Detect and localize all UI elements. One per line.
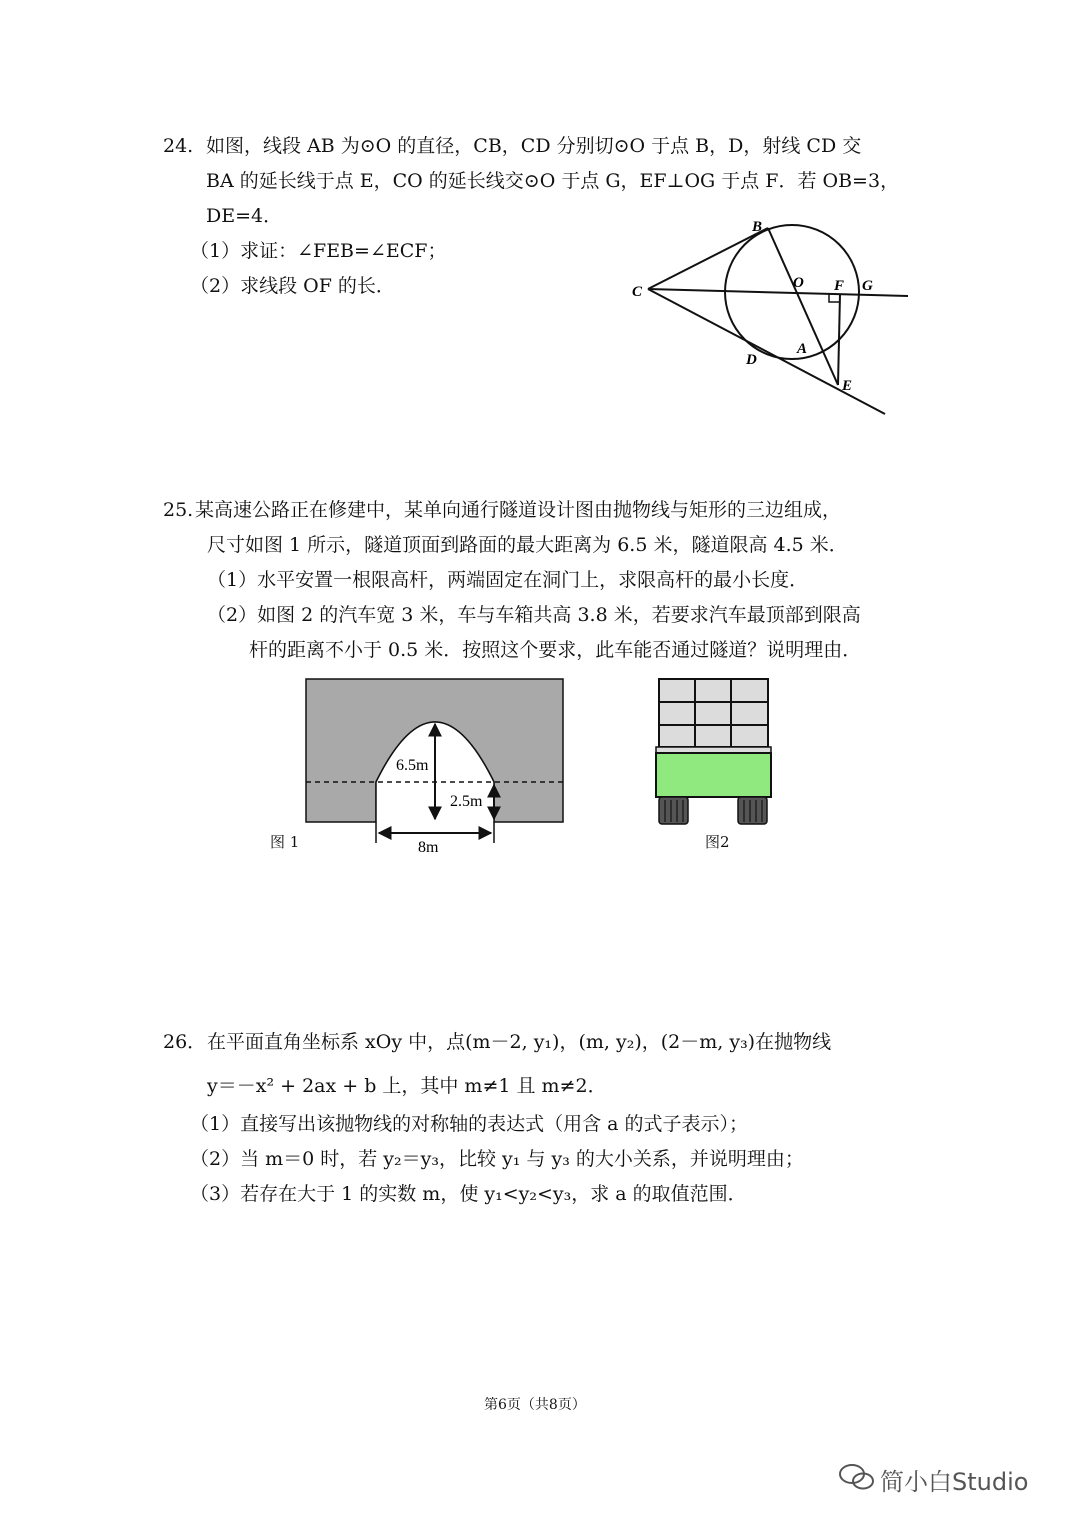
q24-line1: 如图，线段 AB 为⊙O 的直径，CB，CD 分别切⊙O 于点 B，D，射线 CD 交: [206, 135, 862, 157]
right-angle-mark: [829, 294, 840, 302]
q24-part2: （2）求线段 OF 的长．: [190, 275, 395, 297]
truck-cargo: [659, 679, 768, 747]
line-ef: [838, 294, 840, 385]
fig2-caption: 图2: [705, 833, 730, 851]
label-a: A: [797, 341, 808, 357]
q26-part1: （1）直接写出该抛物线的对称轴的表达式（用含 a 的式子表示）；: [190, 1113, 748, 1135]
q24-line3: DE=4．: [206, 205, 283, 227]
watermark-text: 简小白Studio: [880, 1468, 1029, 1496]
q24-line2: BA 的延长线于点 E，CO 的延长线交⊙O 于点 G，EF⊥OG 于点 F．若 OB=3，: [206, 170, 900, 192]
side-label: 2.5m: [450, 793, 483, 810]
q24-number: 24.: [163, 135, 194, 157]
q26-line1: 在平面直角坐标系 xOy 中，点(m－2, y₁)，(m, y₂)，(2－m, y₃)在抛物线: [207, 1031, 832, 1053]
q25-part2-line2: 杆的距离不小于 0.5 米．按照这个要求，此车能否通过隧道？说明理由．: [249, 639, 862, 661]
line-be: [768, 228, 838, 385]
q24-part1: （1）求证：∠FEB=∠ECF；: [190, 240, 447, 262]
label-f: F: [834, 278, 845, 294]
page-number: 第6页（共8页）: [484, 1397, 586, 1413]
width-label: 8m: [418, 839, 439, 856]
label-o: O: [793, 275, 804, 291]
q26-part2: （2）当 m＝0 时，若 y₂＝y₃，比较 y₁ 与 y₃ 的大小关系，并说明理由；: [190, 1148, 804, 1170]
wechat-icon: [838, 1462, 876, 1492]
label-c: C: [632, 284, 643, 300]
label-b: B: [752, 219, 763, 235]
truck-body: [656, 753, 771, 797]
fig1-caption: 图 1: [270, 833, 300, 851]
q26-line2: y＝－x² + 2ax + b 上，其中 m≠1 且 m≠2．: [207, 1075, 607, 1097]
q25-part2-line1: （2）如图 2 的汽车宽 3 米，车与车箱共高 3.8 米，若要求汽车最顶部到限高: [207, 604, 861, 626]
truck-figure: [650, 672, 780, 832]
q26-number: 26．: [163, 1031, 207, 1053]
tunnel-figure: [260, 670, 580, 860]
tangent-cb: [648, 228, 768, 289]
q24-geometry-figure: [620, 205, 920, 420]
q25-line2: 尺寸如图 1 所示，隧道顶面到路面的最大距离为 6.5 米，隧道限高 4.5 米．: [207, 534, 848, 556]
label-d: D: [746, 352, 757, 368]
label-g: G: [862, 278, 873, 294]
q25-number: 25.: [163, 499, 194, 521]
ray-cd: [648, 289, 885, 414]
q25-part1: （1）水平安置一根限高杆，两端固定在洞门上，求限高杆的最小长度．: [207, 569, 809, 591]
label-e: E: [842, 378, 853, 394]
q25-line1: 某高速公路正在修建中，某单向通行隧道设计图由抛物线与矩形的三边组成，: [195, 499, 842, 521]
height-label: 6.5m: [396, 757, 429, 774]
q26-part3: （3）若存在大于 1 的实数 m，使 y₁<y₂<y₃，求 a 的取值范围．: [190, 1183, 747, 1205]
